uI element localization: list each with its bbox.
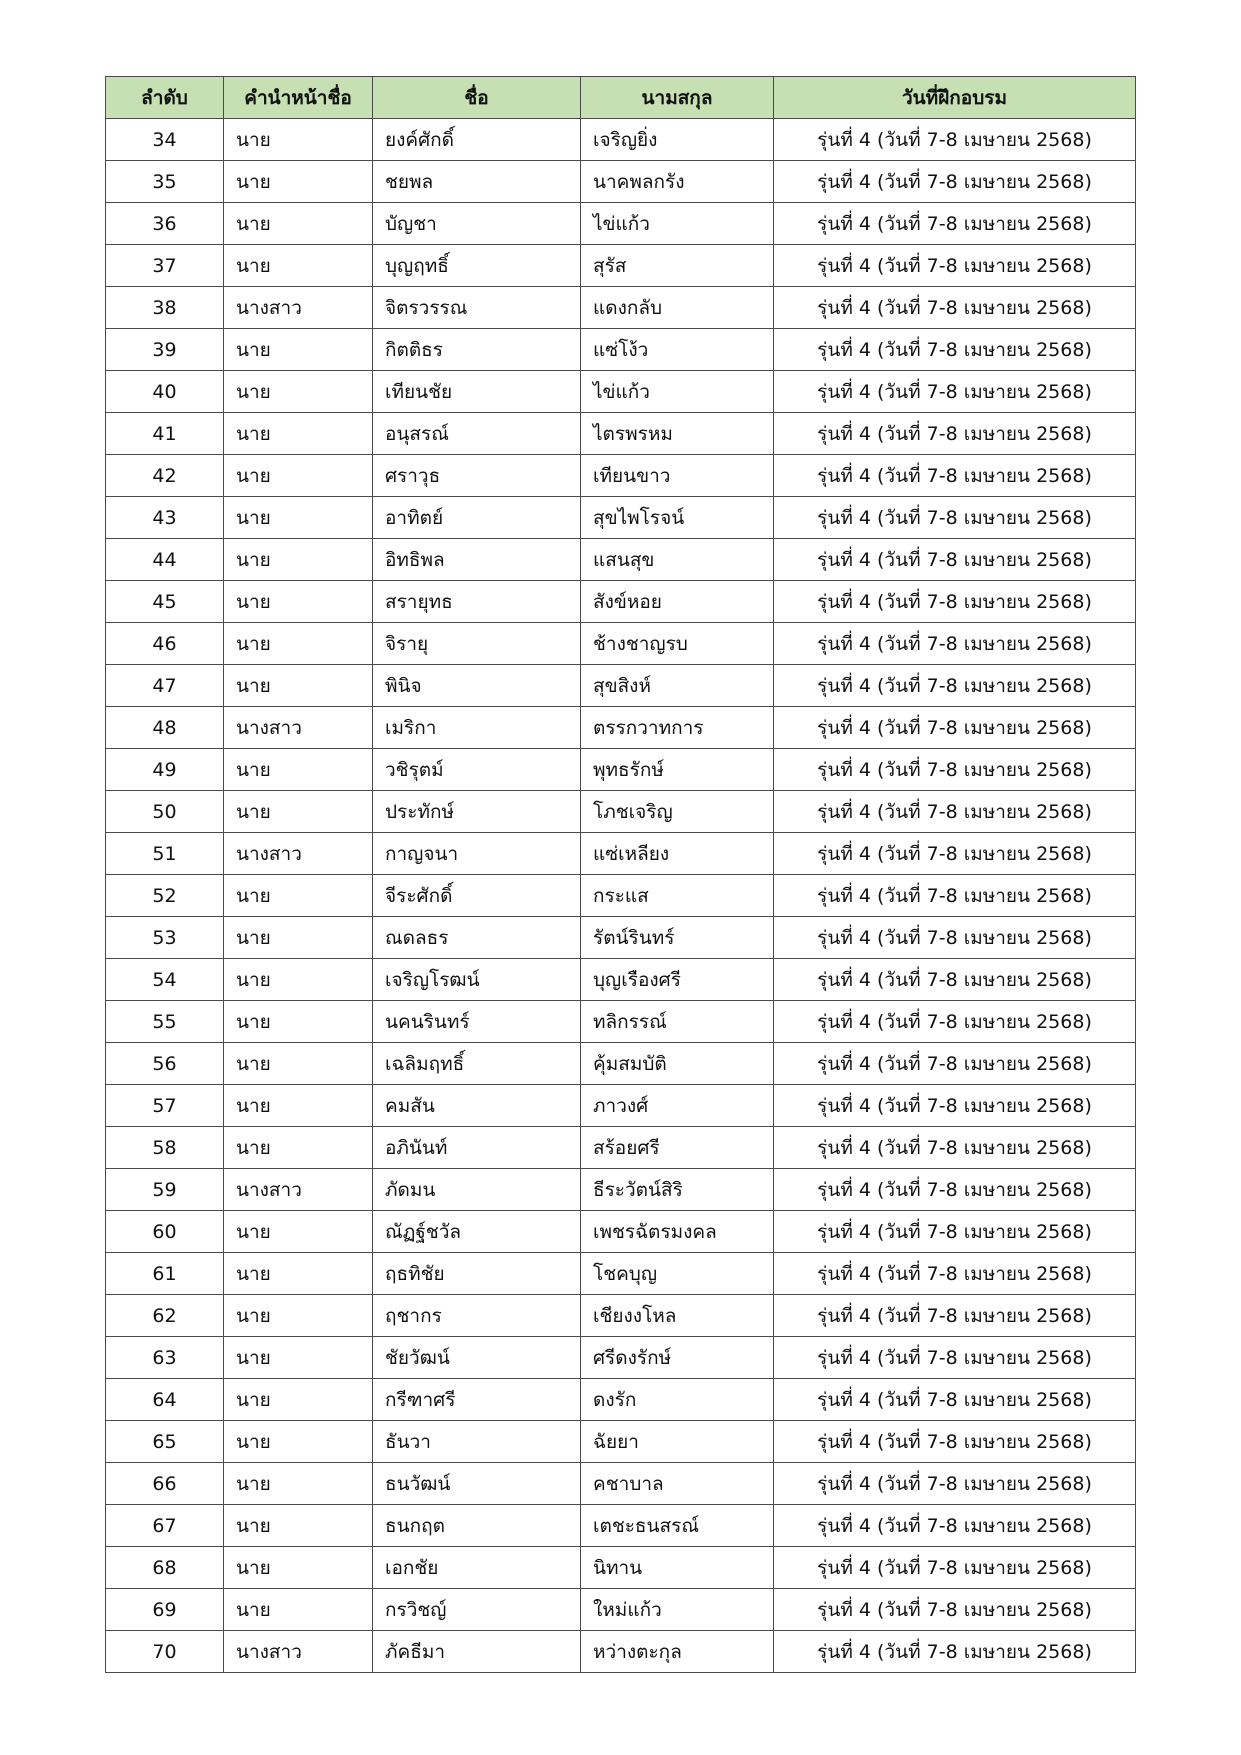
cell-last-name: สุรัส [581, 245, 774, 287]
cell-first-name: เจริญโรฒน์ [373, 959, 581, 1001]
cell-last-name: คุ้มสมบัติ [581, 1043, 774, 1085]
cell-first-name: บุญฤทธิ์ [373, 245, 581, 287]
trainee-table [105, 76, 1136, 1673]
table-row [106, 119, 1136, 161]
cell-prefix: นาย [224, 1505, 373, 1547]
cell-first-name: ศราวุธ [373, 455, 581, 497]
cell-number: 59 [106, 1169, 224, 1211]
cell-number: 56 [106, 1043, 224, 1085]
cell-training-date: รุ่นที่ 4 (วันที่ 7-8 เมษายน 2568) [774, 623, 1136, 665]
table-header-row [106, 77, 1136, 119]
cell-number: 54 [106, 959, 224, 1001]
cell-number: 34 [106, 119, 224, 161]
cell-prefix: นาย [224, 413, 373, 455]
cell-training-date: รุ่นที่ 4 (วันที่ 7-8 เมษายน 2568) [774, 119, 1136, 161]
cell-last-name: โภชเจริญ [581, 791, 774, 833]
header-last-name: นามสกุล [581, 77, 774, 119]
cell-last-name: ไตรพรหม [581, 413, 774, 455]
cell-first-name: กรวิชญ์ [373, 1589, 581, 1631]
cell-number: 38 [106, 287, 224, 329]
cell-training-date: รุ่นที่ 4 (วันที่ 7-8 เมษายน 2568) [774, 581, 1136, 623]
cell-last-name: กระแส [581, 875, 774, 917]
cell-first-name: อิทธิพล [373, 539, 581, 581]
table-row [106, 875, 1136, 917]
cell-first-name: ธันวา [373, 1421, 581, 1463]
cell-number: 70 [106, 1631, 224, 1673]
cell-prefix: นาย [224, 329, 373, 371]
cell-training-date: รุ่นที่ 4 (วันที่ 7-8 เมษายน 2568) [774, 1505, 1136, 1547]
cell-prefix: นาย [224, 1337, 373, 1379]
cell-first-name: จิตรวรรณ [373, 287, 581, 329]
cell-first-name: ธนวัฒน์ [373, 1463, 581, 1505]
cell-training-date: รุ่นที่ 4 (วันที่ 7-8 เมษายน 2568) [774, 875, 1136, 917]
cell-last-name: เตชะธนสรณ์ [581, 1505, 774, 1547]
cell-first-name: กิตติธร [373, 329, 581, 371]
cell-last-name: นิทาน [581, 1547, 774, 1589]
cell-last-name: แซ่เหลียง [581, 833, 774, 875]
cell-training-date: รุ่นที่ 4 (วันที่ 7-8 เมษายน 2568) [774, 539, 1136, 581]
table-row [106, 1421, 1136, 1463]
cell-number: 47 [106, 665, 224, 707]
table-row [106, 413, 1136, 455]
cell-training-date: รุ่นที่ 4 (วันที่ 7-8 เมษายน 2568) [774, 1085, 1136, 1127]
cell-training-date: รุ่นที่ 4 (วันที่ 7-8 เมษายน 2568) [774, 371, 1136, 413]
header-first-name: ชื่อ [373, 77, 581, 119]
cell-prefix: นาย [224, 371, 373, 413]
cell-number: 35 [106, 161, 224, 203]
cell-number: 64 [106, 1379, 224, 1421]
cell-number: 55 [106, 1001, 224, 1043]
cell-training-date: รุ่นที่ 4 (วันที่ 7-8 เมษายน 2568) [774, 1127, 1136, 1169]
cell-first-name: ชัยวัฒน์ [373, 1337, 581, 1379]
cell-training-date: รุ่นที่ 4 (วันที่ 7-8 เมษายน 2568) [774, 917, 1136, 959]
cell-last-name: ตรรกวาทการ [581, 707, 774, 749]
cell-last-name: ใหม่แก้ว [581, 1589, 774, 1631]
cell-training-date: รุ่นที่ 4 (วันที่ 7-8 เมษายน 2568) [774, 203, 1136, 245]
table-row [106, 455, 1136, 497]
table-row [106, 329, 1136, 371]
table-row [106, 1085, 1136, 1127]
cell-prefix: นาย [224, 1001, 373, 1043]
table-row [106, 833, 1136, 875]
cell-training-date: รุ่นที่ 4 (วันที่ 7-8 เมษายน 2568) [774, 1001, 1136, 1043]
table-row [106, 1253, 1136, 1295]
cell-number: 66 [106, 1463, 224, 1505]
cell-number: 61 [106, 1253, 224, 1295]
cell-number: 48 [106, 707, 224, 749]
cell-prefix: นาย [224, 791, 373, 833]
cell-training-date: รุ่นที่ 4 (วันที่ 7-8 เมษายน 2568) [774, 1421, 1136, 1463]
cell-first-name: ณดลธร [373, 917, 581, 959]
cell-training-date: รุ่นที่ 4 (วันที่ 7-8 เมษายน 2568) [774, 161, 1136, 203]
table-row [106, 623, 1136, 665]
cell-training-date: รุ่นที่ 4 (วันที่ 7-8 เมษายน 2568) [774, 833, 1136, 875]
cell-prefix: นาย [224, 623, 373, 665]
cell-first-name: กรีฑาศรี [373, 1379, 581, 1421]
cell-number: 45 [106, 581, 224, 623]
cell-prefix: นาย [224, 1295, 373, 1337]
cell-first-name: ภัดมน [373, 1169, 581, 1211]
table-row [106, 1001, 1136, 1043]
table-row [106, 371, 1136, 413]
cell-last-name: ดงรัก [581, 1379, 774, 1421]
cell-number: 67 [106, 1505, 224, 1547]
cell-last-name: สุขสิงห์ [581, 665, 774, 707]
cell-training-date: รุ่นที่ 4 (วันที่ 7-8 เมษายน 2568) [774, 1169, 1136, 1211]
cell-prefix: นาย [224, 1421, 373, 1463]
table-row [106, 1211, 1136, 1253]
cell-number: 52 [106, 875, 224, 917]
cell-number: 51 [106, 833, 224, 875]
table-row [106, 245, 1136, 287]
table-row [106, 203, 1136, 245]
cell-last-name: ไข่แก้ว [581, 371, 774, 413]
cell-training-date: รุ่นที่ 4 (วันที่ 7-8 เมษายน 2568) [774, 1589, 1136, 1631]
cell-prefix: นาย [224, 1589, 373, 1631]
table-row [106, 539, 1136, 581]
cell-prefix: นาย [224, 665, 373, 707]
cell-prefix: นาย [224, 1547, 373, 1589]
cell-number: 62 [106, 1295, 224, 1337]
cell-last-name: แซ่โง้ว [581, 329, 774, 371]
cell-training-date: รุ่นที่ 4 (วันที่ 7-8 เมษายน 2568) [774, 455, 1136, 497]
cell-training-date: รุ่นที่ 4 (วันที่ 7-8 เมษายน 2568) [774, 287, 1136, 329]
cell-first-name: พินิจ [373, 665, 581, 707]
cell-first-name: ภัคธีมา [373, 1631, 581, 1673]
table-row [106, 1295, 1136, 1337]
cell-first-name: ธนกฤต [373, 1505, 581, 1547]
cell-number: 65 [106, 1421, 224, 1463]
cell-first-name: ยงค์ศักดิ์ [373, 119, 581, 161]
table-row [106, 707, 1136, 749]
cell-last-name: ศรีดงรักษ์ [581, 1337, 774, 1379]
cell-first-name: เมริกา [373, 707, 581, 749]
cell-prefix: นางสาว [224, 1169, 373, 1211]
cell-training-date: รุ่นที่ 4 (วันที่ 7-8 เมษายน 2568) [774, 1043, 1136, 1085]
header-prefix: คำนำหน้าชื่อ [224, 77, 373, 119]
cell-last-name: พุทธรักษ์ [581, 749, 774, 791]
table-row [106, 1505, 1136, 1547]
cell-prefix: นาย [224, 1127, 373, 1169]
cell-prefix: นางสาว [224, 287, 373, 329]
cell-training-date: รุ่นที่ 4 (วันที่ 7-8 เมษายน 2568) [774, 1295, 1136, 1337]
cell-first-name: ฤชากร [373, 1295, 581, 1337]
table-row [106, 749, 1136, 791]
cell-number: 39 [106, 329, 224, 371]
cell-first-name: ฤธทิชัย [373, 1253, 581, 1295]
cell-last-name: ภาวงศ์ [581, 1085, 774, 1127]
table-row [106, 1169, 1136, 1211]
cell-prefix: นาย [224, 749, 373, 791]
cell-number: 40 [106, 371, 224, 413]
cell-last-name: รัตน์รินทร์ [581, 917, 774, 959]
table-row [106, 1043, 1136, 1085]
cell-first-name: คมสัน [373, 1085, 581, 1127]
cell-prefix: นาย [224, 1379, 373, 1421]
cell-number: 44 [106, 539, 224, 581]
cell-last-name: ธีระวัตน์สิริ [581, 1169, 774, 1211]
cell-prefix: นาย [224, 1211, 373, 1253]
cell-first-name: วชิรุตม์ [373, 749, 581, 791]
cell-training-date: รุ่นที่ 4 (วันที่ 7-8 เมษายน 2568) [774, 707, 1136, 749]
cell-last-name: แสนสุข [581, 539, 774, 581]
cell-number: 37 [106, 245, 224, 287]
table-row [106, 959, 1136, 1001]
cell-first-name: สรายุทธ [373, 581, 581, 623]
cell-number: 69 [106, 1589, 224, 1631]
cell-first-name: ณัฏฐ์ชวัล [373, 1211, 581, 1253]
cell-last-name: สังข์หอย [581, 581, 774, 623]
cell-prefix: นาย [224, 497, 373, 539]
cell-training-date: รุ่นที่ 4 (วันที่ 7-8 เมษายน 2568) [774, 1253, 1136, 1295]
table-row [106, 287, 1136, 329]
cell-prefix: นาย [224, 455, 373, 497]
table-row [106, 1631, 1136, 1673]
cell-first-name: นคนรินทร์ [373, 1001, 581, 1043]
cell-training-date: รุ่นที่ 4 (วันที่ 7-8 เมษายน 2568) [774, 1463, 1136, 1505]
cell-training-date: รุ่นที่ 4 (วันที่ 7-8 เมษายน 2568) [774, 959, 1136, 1001]
cell-prefix: นาย [224, 1085, 373, 1127]
cell-last-name: ช้างชาญรบ [581, 623, 774, 665]
cell-prefix: นาย [224, 1253, 373, 1295]
cell-first-name: เฉลิมฤทธิ์ [373, 1043, 581, 1085]
table-row [106, 1589, 1136, 1631]
table-row [106, 665, 1136, 707]
cell-training-date: รุ่นที่ 4 (วันที่ 7-8 เมษายน 2568) [774, 329, 1136, 371]
cell-prefix: นาย [224, 959, 373, 1001]
cell-training-date: รุ่นที่ 4 (วันที่ 7-8 เมษายน 2568) [774, 1379, 1136, 1421]
table-row [106, 497, 1136, 539]
cell-training-date: รุ่นที่ 4 (วันที่ 7-8 เมษายน 2568) [774, 1211, 1136, 1253]
cell-training-date: รุ่นที่ 4 (วันที่ 7-8 เมษายน 2568) [774, 791, 1136, 833]
cell-prefix: นาย [224, 119, 373, 161]
header-training-date: วันที่ฝึกอบรม [774, 77, 1136, 119]
cell-training-date: รุ่นที่ 4 (วันที่ 7-8 เมษายน 2568) [774, 1337, 1136, 1379]
cell-first-name: บัญชา [373, 203, 581, 245]
cell-last-name: แดงกลับ [581, 287, 774, 329]
cell-first-name: อนุสรณ์ [373, 413, 581, 455]
cell-first-name: อาทิตย์ [373, 497, 581, 539]
cell-number: 68 [106, 1547, 224, 1589]
cell-prefix: นางสาว [224, 833, 373, 875]
table-row [106, 1379, 1136, 1421]
cell-prefix: นาย [224, 581, 373, 623]
cell-number: 60 [106, 1211, 224, 1253]
cell-first-name: อภินันท์ [373, 1127, 581, 1169]
cell-first-name: ประทักษ์ [373, 791, 581, 833]
cell-last-name: ฉัยยา [581, 1421, 774, 1463]
cell-number: 58 [106, 1127, 224, 1169]
cell-last-name: โชคบุญ [581, 1253, 774, 1295]
cell-first-name: จีระศักดิ์ [373, 875, 581, 917]
cell-number: 41 [106, 413, 224, 455]
cell-training-date: รุ่นที่ 4 (วันที่ 7-8 เมษายน 2568) [774, 245, 1136, 287]
cell-last-name: ไข่แก้ว [581, 203, 774, 245]
cell-last-name: เจริญยิ่ง [581, 119, 774, 161]
cell-prefix: นาย [224, 1463, 373, 1505]
cell-last-name: เชียงงโหล [581, 1295, 774, 1337]
cell-number: 43 [106, 497, 224, 539]
table-body [106, 119, 1136, 1673]
cell-prefix: นางสาว [224, 707, 373, 749]
cell-prefix: นาย [224, 161, 373, 203]
table-row [106, 1547, 1136, 1589]
cell-prefix: นาย [224, 245, 373, 287]
cell-training-date: รุ่นที่ 4 (วันที่ 7-8 เมษายน 2568) [774, 497, 1136, 539]
table-row [106, 917, 1136, 959]
cell-number: 53 [106, 917, 224, 959]
table-row [106, 1337, 1136, 1379]
cell-training-date: รุ่นที่ 4 (วันที่ 7-8 เมษายน 2568) [774, 413, 1136, 455]
cell-prefix: นาย [224, 203, 373, 245]
cell-number: 36 [106, 203, 224, 245]
cell-prefix: นางสาว [224, 1631, 373, 1673]
cell-prefix: นาย [224, 917, 373, 959]
cell-training-date: รุ่นที่ 4 (วันที่ 7-8 เมษายน 2568) [774, 665, 1136, 707]
cell-prefix: นาย [224, 539, 373, 581]
cell-training-date: รุ่นที่ 4 (วันที่ 7-8 เมษายน 2568) [774, 1631, 1136, 1673]
cell-training-date: รุ่นที่ 4 (วันที่ 7-8 เมษายน 2568) [774, 749, 1136, 791]
table-row [106, 581, 1136, 623]
cell-last-name: คชาบาล [581, 1463, 774, 1505]
table-row [106, 1463, 1136, 1505]
table-row [106, 161, 1136, 203]
cell-last-name: สุขไพโรจน์ [581, 497, 774, 539]
cell-training-date: รุ่นที่ 4 (วันที่ 7-8 เมษายน 2568) [774, 1547, 1136, 1589]
cell-prefix: นาย [224, 875, 373, 917]
cell-number: 57 [106, 1085, 224, 1127]
cell-last-name: สร้อยศรี [581, 1127, 774, 1169]
cell-number: 46 [106, 623, 224, 665]
cell-last-name: เทียนขาว [581, 455, 774, 497]
table-row [106, 1127, 1136, 1169]
cell-last-name: นาคพลกรัง [581, 161, 774, 203]
cell-number: 42 [106, 455, 224, 497]
cell-last-name: ทลิกรรณ์ [581, 1001, 774, 1043]
cell-first-name: เทียนชัย [373, 371, 581, 413]
cell-last-name: หว่างตะกุล [581, 1631, 774, 1673]
cell-last-name: บุญเรืองศรี [581, 959, 774, 1001]
table-row [106, 791, 1136, 833]
cell-first-name: จิรายุ [373, 623, 581, 665]
cell-first-name: ชยพล [373, 161, 581, 203]
cell-prefix: นาย [224, 1043, 373, 1085]
cell-last-name: เพชรฉัตรมงคล [581, 1211, 774, 1253]
cell-number: 49 [106, 749, 224, 791]
cell-number: 63 [106, 1337, 224, 1379]
cell-number: 50 [106, 791, 224, 833]
cell-first-name: กาญจนา [373, 833, 581, 875]
cell-first-name: เอกชัย [373, 1547, 581, 1589]
header-number: ลำดับ [106, 77, 224, 119]
